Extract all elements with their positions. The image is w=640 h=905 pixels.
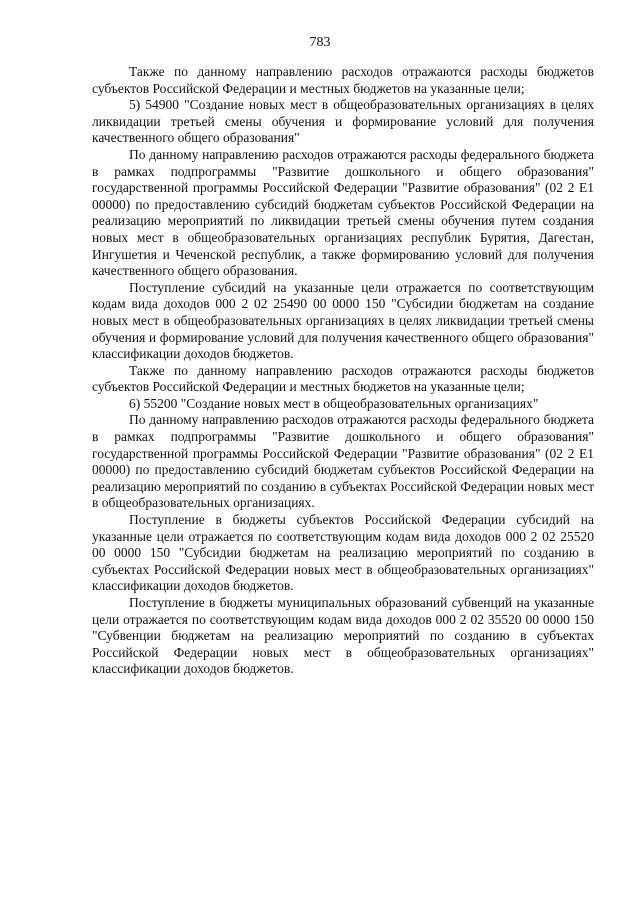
paragraph-6-item-6-heading: 6) 55200 "Создание новых мест в общеобразовательных организациях" (129, 395, 539, 411)
paragraph-3: По данному направлению расходов отражаются расходы федерального бюджета в рамках подпрограммы "Развитие дошкольного и общего образования" государственной программы Российской Федерации "Развитие образования" (02 2 E1 00000) по предоставлению субсидий бюджетам субъектов Российской Федерации на реализацию мероприятий по ликвидации третьей смены обучения путем создания новых мест в общеобразовательных организациях республик Бурятия, Дагестан, Ингушетия и Чеченской республик, а также формированию условий для получения качественного общего образования. (92, 146, 594, 279)
paragraph-7: По данному направлению расходов отражаются расходы федерального бюджета в рамках подпрограммы "Развитие дошкольного и общего образования" государственной программы Российской Федерации "Развитие образования" (02 2 E1 00000) по предоставлению субсидий бюджетам субъектов Российской Федерации на реализацию мероприятий по созданию в субъектах Российской Федерации новых мест в общеобразовательных организациях. (92, 412, 594, 511)
paragraph-4: Поступление субсидий на указанные цели отражается по соответствующим кодам вида доходов 000 2 02 25490 00 0000 150 "Субсидии бюджетам на создание новых мест в общеобразовательных организациях в целях ликвидации третьей смены обучения и формирование условий для получения качественного общего образования" классификации доходов бюджетов. (92, 279, 594, 362)
paragraph-2-item-5-heading: 5) 54900 "Создание новых мест в общеобразовательных организациях в целях ликвидации третьей смены обучения и формирование условий для получения качественного общего образования" (92, 97, 594, 146)
document-body (92, 64, 594, 678)
page-number: 783 (309, 35, 331, 50)
paragraph-8: Поступление в бюджеты субъектов Российской Федерации субсидий на указанные цели отражается по соответствующим кодам вида доходов 000 2 02 25520 00 0000 150 "Субсидии бюджетам на реализацию мероприятий по созданию в субъектах Российской Федерации новых мест в общеобразовательных организациях" классификации доходов бюджетов. (92, 512, 594, 594)
paragraph-1: Также по данному направлению расходов отражаются расходы бюджетов субъектов Российской Федерации и местных бюджетов на указанные цели; (92, 64, 594, 96)
paragraph-5: Также по данному направлению расходов отражаются расходы бюджетов субъектов Российской Федерации и местных бюджетов на указанные цели; (92, 362, 594, 395)
paragraph-9: Поступление в бюджеты муниципальных образований субвенций на указанные цели отражается по соответствующим кодам вида доходов 000 2 02 35520 00 0000 150 "Субвенции бюджетам на реализацию мероприятий по созданию в субъектах Российской Федерации новых мест в общеобразовательных организациях" классификации доходов бюджетов. (92, 595, 594, 677)
